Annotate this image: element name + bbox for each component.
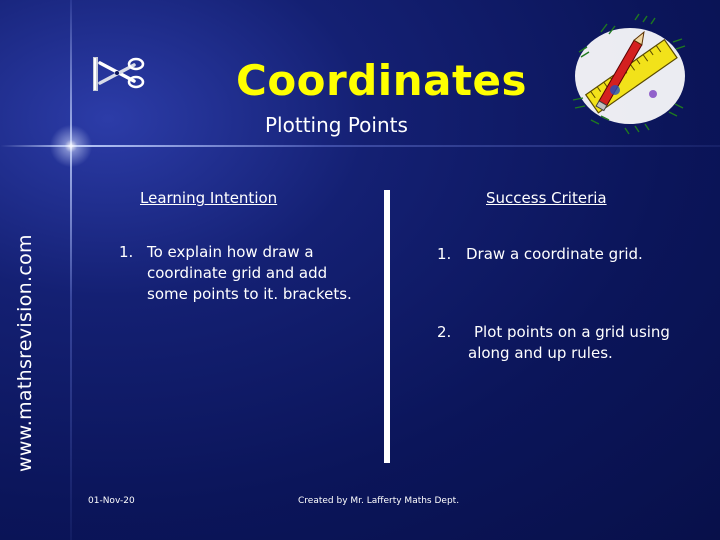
learning-intention-heading: Learning Intention xyxy=(140,189,278,207)
success-criteria-item-number: 2. xyxy=(437,323,452,341)
slide-subtitle: Plotting Points xyxy=(265,113,408,137)
learning-intention-line: coordinate grid and add xyxy=(147,264,328,282)
ruler-pencil-clipart-icon xyxy=(565,12,695,137)
success-criteria-heading: Success Criteria xyxy=(486,189,607,207)
footer-credit: Created by Mr. Lafferty Maths Dept. xyxy=(298,496,460,506)
success-criteria-item-number: 1. xyxy=(437,245,452,263)
learning-intention-line: some points to it. brackets. xyxy=(147,285,352,303)
learning-intention-line: To explain how draw a xyxy=(147,243,314,261)
learning-intention-item xyxy=(147,242,387,305)
success-criteria-item xyxy=(468,322,708,364)
footer-date: 01-Nov-20 xyxy=(88,496,135,506)
sparkle-icon xyxy=(46,121,96,171)
success-criteria-line: along and up rules. xyxy=(468,344,613,362)
column-divider xyxy=(384,190,390,463)
scissors-icon xyxy=(90,55,146,95)
success-criteria-line: Draw a coordinate grid. xyxy=(466,245,643,263)
success-criteria-line: Plot points on a grid using xyxy=(474,323,670,341)
decorative-vertical-line xyxy=(70,0,72,540)
decorative-horizontal-line xyxy=(0,145,720,147)
website-vertical-text: www.mathsrevision.com xyxy=(14,234,36,472)
slide-title: Coordinates xyxy=(236,56,528,105)
learning-intention-item-number: 1. xyxy=(119,243,134,261)
